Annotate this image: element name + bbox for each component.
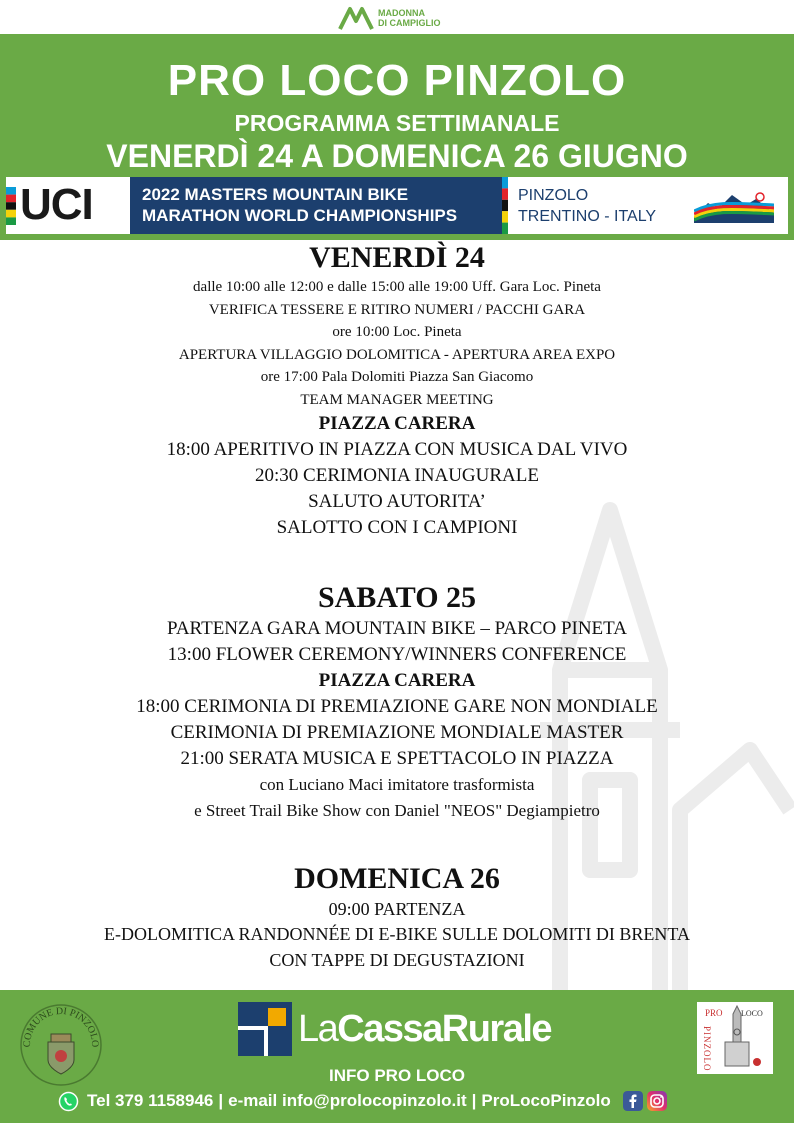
championship-title: [130, 177, 502, 234]
contact-separator: |: [471, 1091, 477, 1110]
whatsapp-icon[interactable]: [58, 1091, 79, 1112]
uci-rainbow-stripes-icon: [6, 187, 16, 225]
facebook-icon[interactable]: [623, 1091, 643, 1111]
friday-line: VERIFICA TESSERE E RITIRO NUMERI / PACCHI GARA: [208, 301, 586, 318]
madonna-di-campiglio-logo: [338, 4, 441, 32]
saturday-evening-line: 18:00 CERIMONIA DI PREMIAZIONE GARE NON MONDIALE: [136, 696, 658, 717]
header: [0, 0, 794, 240]
friday-line: ore 10:00 Loc. Pineta: [332, 324, 462, 340]
page-title: PRO LOCO PINZOLO: [167, 56, 627, 105]
sunday-line: 09:00 PARTENZA: [328, 899, 466, 919]
saturday-evening-line: CERIMONIA DI PREMIAZIONE MONDIALE MASTER: [170, 722, 624, 743]
event-location-line1: PINZOLO: [518, 187, 589, 204]
cassa-rurale-mark-icon: [238, 1002, 292, 1056]
uci-logo: [6, 177, 130, 234]
pro-loco-logo-icon: [697, 1002, 773, 1074]
uci-banner: [6, 177, 788, 234]
pro-loco-name-text: PINZOLO: [702, 1026, 712, 1072]
friday-title: VENERDÌ 24: [309, 241, 485, 274]
page-dates: VENERDÌ 24 A DOMENICA 26 GIUGNO: [106, 138, 688, 174]
uci-wordmark: UCI: [20, 180, 93, 229]
saturday-place: PIAZZA CARERA: [318, 670, 476, 691]
cassa-la: La: [298, 1007, 338, 1050]
sunday-title: DOMENICA 26: [294, 862, 500, 895]
pro-loco-logo: [697, 1002, 773, 1074]
contact-line: [58, 1090, 758, 1112]
friday-evening-line: SALUTO AUTORITA’: [308, 491, 486, 512]
event-location-line2: TRENTINO - ITALY: [518, 208, 657, 225]
saturday-evening-line: 21:00 SERATA MUSICA E SPETTACOLO IN PIAZZA: [180, 748, 614, 769]
saturday-line: PARTENZA GARA MOUNTAIN BIKE – PARCO PINETA: [167, 618, 627, 639]
cassa-rurale-logo: [238, 1002, 551, 1056]
saturday-line: 13:00 FLOWER CEREMONY/WINNERS CONFERENCE: [167, 644, 627, 665]
brand-line2: DI CAMPIGLIO: [378, 18, 441, 28]
pro-loco-pro-text: PRO: [705, 1008, 723, 1018]
friday-place: PIAZZA CARERA: [318, 413, 476, 434]
cassa-rurale-wordmark: [298, 1008, 551, 1051]
event-location: [518, 185, 656, 227]
friday-line: TEAM MANAGER MEETING: [300, 391, 494, 408]
social-icons: [623, 1091, 671, 1111]
footer: [0, 990, 794, 1123]
brand-text: [378, 8, 441, 28]
pro-loco-loco-text: LOCO: [741, 1009, 763, 1018]
madonna-di-campiglio-logo-icon: [338, 5, 374, 31]
sunday-section: [0, 861, 794, 972]
friday-section: [0, 240, 794, 541]
saturday-section: [0, 580, 794, 824]
contact-social-handle[interactable]: ProLocoPinzolo: [481, 1091, 611, 1110]
page-subtitle: PROGRAMMA SETTIMANALE: [234, 110, 560, 136]
contact-phone[interactable]: Tel 379 1158946: [87, 1091, 214, 1110]
saturday-note: e Street Trail Bike Show con Daniel "NEOS" Degiampietro: [194, 801, 600, 820]
instagram-icon[interactable]: [647, 1091, 667, 1111]
mountain-bike-logo-icon: [694, 189, 774, 223]
friday-line: APERTURA VILLAGGIO DOLOMITICA - APERTURA AREA EXPO: [178, 346, 616, 363]
contact-separator: |: [218, 1091, 224, 1110]
rainbow-divider-icon: [502, 177, 508, 234]
cassa-name: CassaRurale: [337, 1007, 552, 1050]
saturday-title: SABATO 25: [317, 581, 477, 614]
friday-line: dalle 10:00 alle 12:00 e dalle 15:00 alle 19:00 Uff. Gara Loc. Pineta: [193, 279, 601, 295]
brand-bar: [0, 0, 794, 34]
info-title: INFO PRO LOCO: [329, 1066, 465, 1085]
sunday-line: E-DOLOMITICA RANDONNÉE DI E-BIKE SULLE DOLOMITI DI BRENTA: [104, 924, 690, 944]
sunday-line: CON TAPPE DI DEGUSTAZIONI: [269, 950, 525, 970]
brand-line1: MADONNA: [378, 8, 425, 18]
friday-evening-line: SALOTTO CON I CAMPIONI: [276, 517, 518, 538]
championship-line2: MARATHON WORLD CHAMPIONSHIPS: [142, 206, 458, 225]
championship-line1: 2022 MASTERS MOUNTAIN BIKE: [142, 185, 409, 204]
friday-line: ore 17:00 Pala Dolomiti Piazza San Giacomo: [260, 369, 534, 385]
seal-text: COMUNE DI PINZOLO: [21, 1005, 101, 1048]
friday-evening-line: 18:00 APERITIVO IN PIAZZA CON MUSICA DAL VIVO: [166, 439, 628, 460]
contact-email[interactable]: e-mail info@prolocopinzolo.it: [228, 1091, 467, 1110]
saturday-note: con Luciano Maci imitatore trasformista: [259, 775, 535, 794]
friday-evening-line: 20:30 CERIMONIA INAUGURALE: [255, 465, 539, 486]
